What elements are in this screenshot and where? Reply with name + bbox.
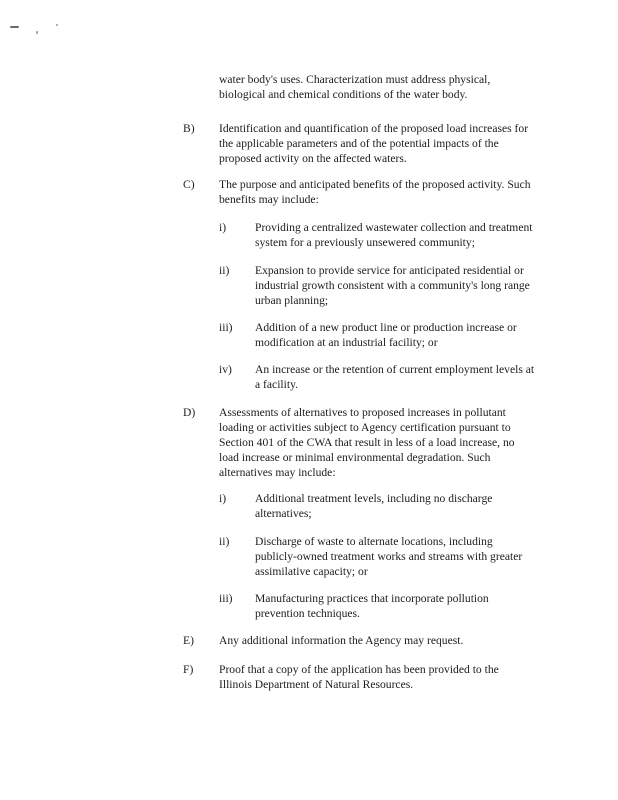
- text-line: prevention techniques.: [255, 607, 360, 620]
- text-line: Any additional information the Agency may request.: [219, 634, 464, 647]
- scan-mark: [56, 24, 58, 26]
- intro-paragraph: [219, 72, 559, 102]
- item-b-text: [219, 121, 559, 166]
- text-line: Discharge of waste to alternate locations, including: [255, 535, 493, 548]
- subitem-c-ii-text: [255, 263, 555, 308]
- text-line: biological and chemical conditions of the water body.: [219, 88, 468, 101]
- subitem-d-i-text: [255, 491, 555, 521]
- item-marker-c: C): [183, 178, 195, 191]
- text-line: Providing a centralized wastewater collection and treatment: [255, 221, 533, 234]
- subitem-marker-c-ii: ii): [219, 264, 230, 277]
- text-line: system for a previously unsewered community;: [255, 236, 475, 249]
- text-line: modification at an industrial facility; or: [255, 336, 438, 349]
- subitem-marker-c-iv: iv): [219, 363, 232, 376]
- text-line: loading or activities subject to Agency certification pursuant to: [219, 421, 511, 434]
- text-line: load increase or minimal environmental degradation. Such: [219, 451, 491, 464]
- item-c-text: [219, 177, 559, 207]
- text-line: Addition of a new product line or production increase or: [255, 321, 517, 334]
- text-line: Proof that a copy of the application has been provided to the: [219, 663, 499, 676]
- text-line: Illinois Department of Natural Resources.: [219, 678, 414, 691]
- subitem-marker-d-iii: iii): [219, 592, 233, 605]
- text-line: a facility.: [255, 378, 299, 391]
- text-line: alternatives may include:: [219, 466, 336, 479]
- scan-mark: [36, 31, 38, 34]
- item-marker-b: B): [183, 122, 195, 135]
- item-marker-e: E): [183, 634, 194, 647]
- text-line: Additional treatment levels, including no discharge: [255, 492, 493, 505]
- text-line: Identification and quantification of the proposed load increases for: [219, 122, 529, 135]
- item-marker-f: F): [183, 663, 194, 676]
- text-line: the applicable parameters and of the potential impacts of the: [219, 137, 499, 150]
- subitem-d-iii-text: [255, 591, 555, 621]
- text-line: water body's uses. Characterization must address physical,: [219, 73, 491, 86]
- text-line: Section 401 of the CWA that result in less of a load increase, no: [219, 436, 515, 449]
- text-line: An increase or the retention of current employment levels at: [255, 363, 535, 376]
- text-line: publicly-owned treatment works and streams with greater: [255, 550, 523, 563]
- subitem-marker-d-i: i): [219, 492, 227, 505]
- item-f-text: [219, 662, 559, 692]
- text-line: proposed activity on the affected waters.: [219, 152, 407, 165]
- text-line: The purpose and anticipated benefits of the proposed activity. Such: [219, 178, 531, 191]
- text-line: urban planning;: [255, 294, 329, 307]
- subitem-marker-c-i: i): [219, 221, 227, 234]
- text-line: assimilative capacity; or: [255, 565, 368, 578]
- item-d-text: [219, 405, 559, 480]
- subitem-marker-c-iii: iii): [219, 321, 233, 334]
- item-e-text: [219, 633, 559, 648]
- subitem-marker-d-ii: ii): [219, 535, 230, 548]
- subitem-c-iii-text: [255, 320, 555, 350]
- subitem-d-ii-text: [255, 534, 555, 579]
- text-line: Manufacturing practices that incorporate pollution: [255, 592, 489, 605]
- subitem-c-iv-text: [255, 362, 555, 392]
- text-line: Expansion to provide service for anticipated residential or: [255, 264, 524, 277]
- text-line: Assessments of alternatives to proposed increases in pollutant: [219, 406, 506, 419]
- item-marker-d: D): [183, 406, 196, 419]
- subitem-c-i-text: [255, 220, 555, 250]
- text-line: industrial growth consistent with a community's long range: [255, 279, 530, 292]
- scan-mark: [10, 26, 19, 28]
- text-line: benefits may include:: [219, 193, 319, 206]
- text-line: alternatives;: [255, 507, 312, 520]
